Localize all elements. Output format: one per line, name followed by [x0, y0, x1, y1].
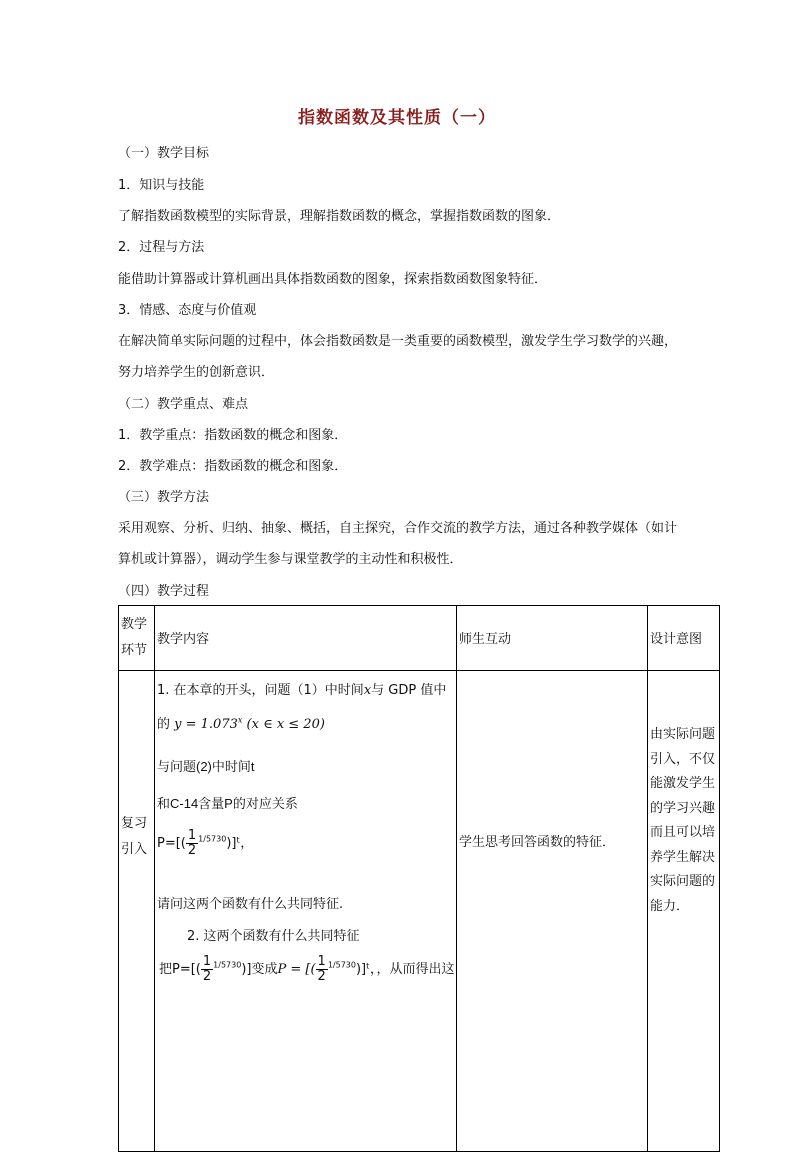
teaching-process-table — [118, 605, 720, 1152]
content-line-8: 把P=[( $\frac{1}{2}$ $^{1/5730}$)]变成P = [( $\frac{1}{2}$ $^{1/5730}$)]ᵗ，，从而得出这 — [159, 954, 455, 984]
method-text: 采用观察、分析、归纳、抽象、概括，自主探究，合作交流的教学方法，通过各种教学媒体（如计算机或计算器），调动学生参与课堂教学的主动性和积极性． — [118, 521, 678, 567]
process-method-text: 能借助计算器或计算机画出具体指数函数的图象，探索指数函数图象特征． — [118, 272, 548, 287]
content-line-6: 请问这两个函数有什么共同特征. — [157, 897, 344, 912]
content-line-4: 和C-14含量P的对应关系 — [157, 796, 298, 811]
content-cell — [155, 671, 457, 1152]
process-method-heading: 2．过程与方法 — [118, 240, 205, 255]
focus-heading: （二）教学重点、难点 — [118, 397, 249, 412]
process-heading: （四）教学过程 — [118, 584, 210, 599]
attitude-heading: 3．情感、态度与价值观 — [118, 303, 257, 318]
intent-cell — [648, 671, 720, 1152]
table-row — [119, 671, 720, 1152]
goals-heading: （一）教学目标 — [118, 146, 210, 161]
page-title: 指数函数及其性质（一） — [298, 108, 496, 128]
header-stage: 教学环节 — [119, 606, 155, 671]
stage-cell: 复习引入 — [119, 671, 155, 1152]
header-intent: 设计意图 — [648, 606, 720, 671]
interaction-cell — [457, 671, 648, 1152]
header-content: 教学内容 — [155, 606, 457, 671]
focus-point: 1．教学重点：指数函数的概念和图象． — [118, 428, 348, 443]
content-line-2: 的 $y = 1.073^x$ (x ∈ x ≤ 20) — [157, 715, 325, 732]
knowledge-heading: 1．知识与技能 — [118, 178, 205, 193]
method-heading: （三）教学方法 — [118, 490, 210, 505]
content-line-1: 1. 在本章的开头，问题（1）中时间x与 GDP 值中 — [157, 683, 447, 698]
content-line-7: 2. 这两个函数有什么共同特征 — [187, 929, 360, 944]
content-line-3: 与问题(2)中时间t — [157, 759, 255, 774]
attitude-text: 在解决简单实际问题的过程中，体会指数函数是一类重要的函数模型，激发学生学习数学的兴趣，努力培养学生的创新意识． — [118, 334, 678, 380]
difficulty-point: 2．教学难点：指数函数的概念和图象． — [118, 459, 348, 474]
knowledge-text: 了解指数函数模型的实际背景，理解指数函数的概念，掌握指数函数的图象． — [118, 209, 561, 224]
table-header-row — [119, 606, 720, 671]
content-line-5: P=[( $\frac{1}{2}$ $^{1/5730}$)]ᵗ， — [157, 828, 254, 858]
header-interaction: 师生互动 — [457, 606, 648, 671]
interaction-text: 学生思考回答函数的特征． — [459, 835, 616, 850]
intent-text: 由实际问题引入，不仅能激发学生的学习兴趣而且可以培养学生解决实际问题的能力． — [650, 727, 716, 914]
